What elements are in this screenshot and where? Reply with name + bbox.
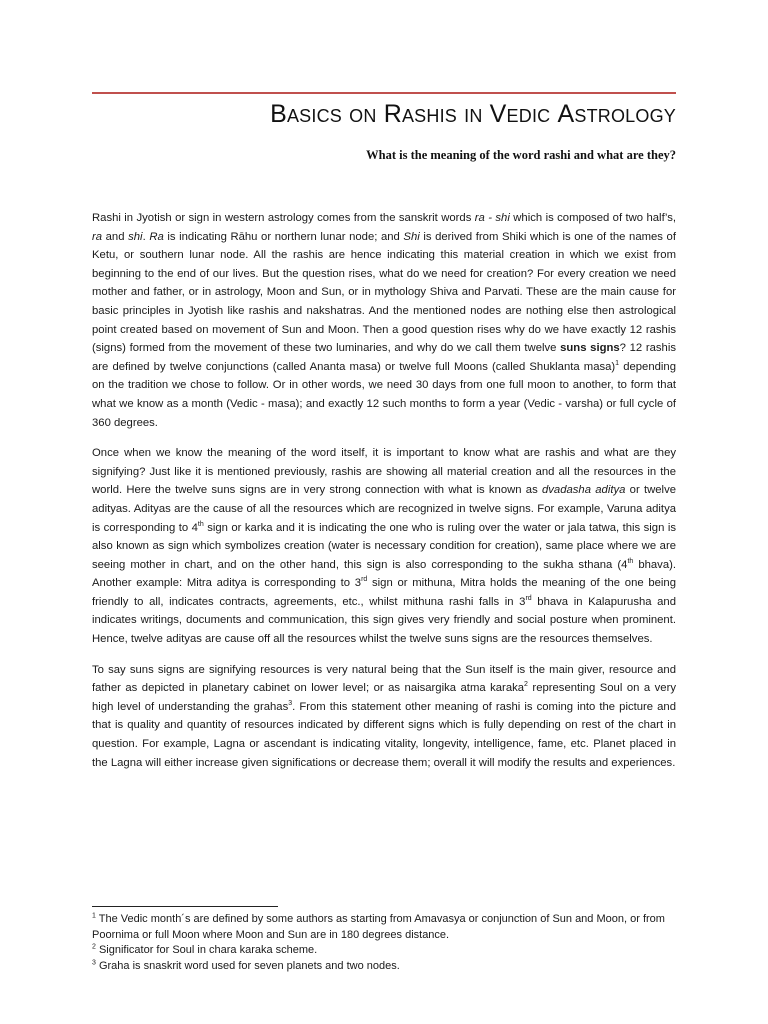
footnote-separator	[92, 906, 278, 907]
text-run: Rashi in Jyotish or sign in western astrology comes from the sanskrit words	[92, 212, 475, 224]
text-run: is indicating Rāhu or northern lunar node; and	[163, 230, 404, 243]
title-word-rest: ashis in	[401, 100, 490, 128]
title-word-rest: strology	[574, 100, 676, 128]
footnote-number: 2	[92, 943, 96, 951]
text-run: sign or karka and it is indicating the one who is ruling over the water or jala tatwa, this sign is also known as sign which symbolizes creation (water is necessary condition for creation), same place where we are seeing mother in chart, and on the other hand, this sign is also corresponding to the sukha sthana (4	[92, 521, 676, 571]
text-run: Ra	[149, 230, 164, 243]
text-run: . From this statement other meaning of rashi is coming into the picture and that is quality and quantity of resources indicated by different signs which is fully depending on rest of the chart in question. For example, Lagna or ascendant is indicating vitality, longevity, intelligence, fame, etc. Planet placed in the Lagna will either increase given significations or decrease them; overall it will modify the results and experiences.	[92, 700, 676, 769]
footnotes	[92, 912, 692, 974]
footnote-text: Significator for Soul in chara karaka scheme.	[95, 944, 318, 957]
footnote-text: Graha is snaskrit word used for seven planets and two nodes.	[95, 959, 400, 972]
text-run: Once when we know the meaning of the word itself, it is important to know what are rashis and what are they signifying? Just like it is mentioned previously, rashis are showing all material creation and all the resources in the world. Here the twelve suns signs are in very strong connection with what is known as	[92, 447, 676, 497]
footnote-number: 1	[92, 912, 96, 920]
footnote	[92, 943, 692, 959]
text-run: bhava). Another example: Mitra aditya is corresponding to 3	[92, 558, 677, 590]
footnote	[92, 959, 692, 975]
superscript: th	[627, 557, 634, 565]
text-run: .	[142, 230, 150, 243]
superscript: th	[197, 520, 204, 528]
document-title	[270, 100, 676, 129]
footnote-text: The Vedic month´s are defined by some authors as starting from Amavasya or conjunction of Sun and Moon, or from Poornima or full Moon where Moon and Sun are in 180 degrees distance.	[92, 913, 665, 941]
text-run: sign or mithuna, Mitra holds the meaning of the one being friendly to all, indicates contracts, agreements, etc., whilst mithuna rashi falls in 3	[92, 577, 676, 608]
text-run: and	[102, 230, 129, 243]
footnote	[92, 912, 692, 943]
text-run: depending on the tradition we chose to follow. Or in other words, we need 30 days from one full moon to another, to form that what we know as a month (Vedic - masa); and exactly 12 such months to form a year (Vedic - varsha) or full cycle of 360 degrees.	[92, 360, 676, 429]
header-rule	[92, 92, 676, 94]
text-run: representing Soul on a very high level of understanding the grahas	[92, 682, 676, 713]
text-run: which is composed of two half’s,	[509, 212, 677, 224]
title-capital: B	[270, 100, 287, 128]
superscript: 3	[288, 700, 293, 708]
document-subtitle: What is the meaning of the word rashi and what are they?	[366, 148, 676, 162]
body-paragraph	[92, 444, 676, 649]
title-capital: A	[557, 100, 575, 128]
text-run: Shi	[403, 230, 420, 243]
text-run: shi	[128, 230, 143, 243]
footnote-number: 3	[92, 959, 96, 967]
title-word-rest: edic	[506, 100, 558, 128]
superscript: 2	[524, 681, 528, 689]
text-run: ra	[92, 230, 103, 243]
superscript: rd	[525, 595, 532, 603]
text-run: dvadasha aditya	[542, 484, 626, 497]
title-capital: R	[383, 100, 402, 128]
text-run: is derived from Shiki which is one of the names of Ketu, or southern lunar node. All the rashis are hence indicating this material creation in which we exist from beginning to the end of our lives. But the question rises, what do we need for creation? For every creation we need mother and father, or in astrology, Moon and Sun, or in mythology Shiva and Parvati. These are the main cause for basic principles in Jyotish like rashis and nakshatras. And the mentioned nodes are nothing else then astrological point created based on movement of Sun and Moon. Then a good question rises why do we have exactly 12 rashis (signs) formed from the movement of these two luminaries, and why do we call them twelve	[92, 230, 676, 355]
text-run: ? 12 rashis are defined by twelve conjunctions (called Ananta masa) or twelve full Moons (called Shuklanta masa)	[92, 342, 676, 373]
title-capital: V	[489, 100, 507, 128]
document-body	[92, 209, 676, 784]
text-run: bhava in Kalapurusha and indicates writings, documents and communication, this sign gives very friendly and social posture when prominent. Hence, twelve adityas are cause off all the resources whilst the twelve suns signs are the resources themselves.	[92, 595, 676, 646]
body-paragraph	[92, 209, 676, 432]
title-word-rest: asics on	[286, 100, 384, 128]
text-run: suns signs	[560, 342, 620, 355]
text-run: or twelve adityas. Adityas are the cause of all the resources which are recognized in twelve signs. For example, Varuna aditya is corresponding to 4	[92, 484, 676, 534]
text-run: To say suns signs are signifying resources is very natural being that the Sun itself is the main giver, resource and father as depicted in planetary cabinet on lower level; or as naisargika atma karaka	[92, 663, 676, 695]
superscript: rd	[361, 576, 368, 584]
body-paragraph	[92, 661, 676, 773]
text-run: ra - shi	[474, 212, 510, 224]
superscript: 1	[615, 359, 620, 367]
